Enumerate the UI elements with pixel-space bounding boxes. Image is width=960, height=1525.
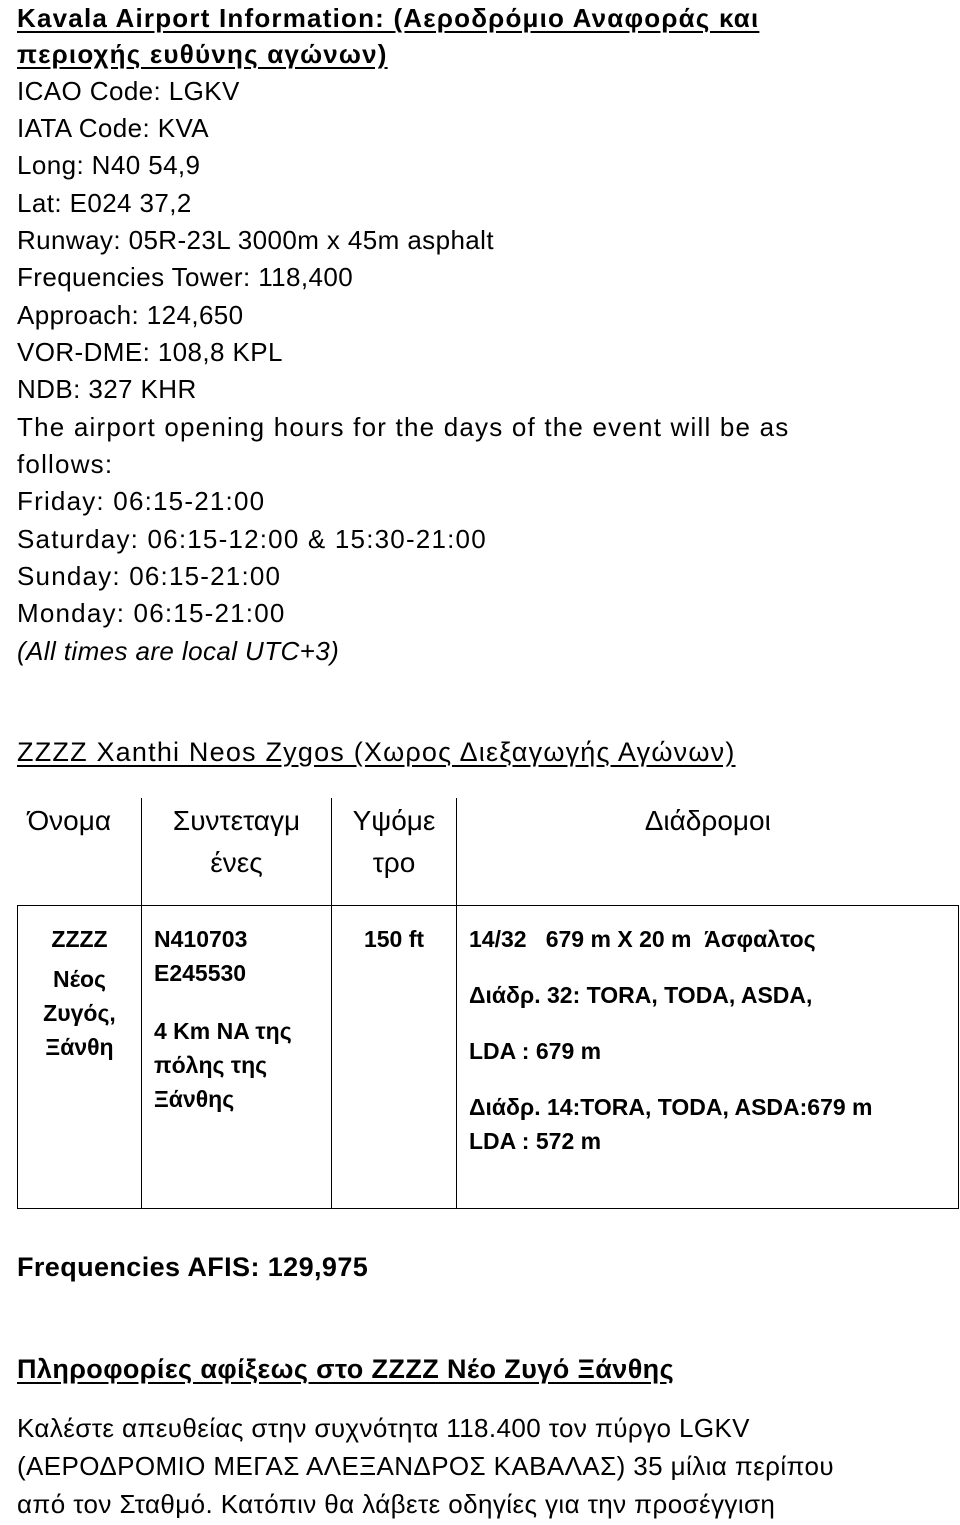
hours-monday: Monday: 06:15-21:00 (17, 598, 286, 628)
header-elevation (332, 798, 457, 906)
airport-title-line-1: Kavala Airport Information: (Αεροδρόμιο Αναφοράς και (17, 3, 760, 33)
afis-frequency: Frequencies AFIS: 129,975 (17, 1252, 369, 1282)
arrival-line-2: (ΑΕΡΟΔΡΟΜΙΟ ΜΕΓΑΣ ΑΛΕΞΑΝΔΡΟΣ ΚΑΒΑΛΑΣ) 35 μίλια περίπου (17, 1451, 834, 1481)
airport-title-line-2: περιοχής ευθύνης αγώνων) (17, 39, 388, 69)
coords-line-3: 4 Km NA της (154, 1018, 292, 1044)
runway-line-3: LDA : 679 m (469, 1038, 602, 1064)
cell-name (18, 906, 142, 1209)
runway-info: Runway: 05R-23L 3000m x 45m asphalt (17, 225, 494, 255)
name-line-3: Ζυγός, (43, 1000, 116, 1026)
name-line-4: Ξάνθη (45, 1034, 114, 1060)
longitude: Long: N40 54,9 (17, 150, 201, 180)
coords-line-5: Ξάνθης (154, 1086, 235, 1112)
opening-hours-intro-2: follows: (17, 449, 114, 479)
coords-line-1: N410703 (154, 926, 248, 952)
runway-line-2: Διάδρ. 32: TORA, TODA, ASDA, (469, 982, 813, 1008)
header-elevation-line-2: τρο (372, 847, 416, 878)
coords-line-4: πόλης της (154, 1052, 268, 1078)
table-header-row (18, 798, 959, 906)
cell-elevation (332, 906, 457, 1209)
runway-line-5: LDA : 572 m (469, 1128, 602, 1154)
icao-code: ICAO Code: LGKV (17, 76, 240, 106)
iata-code: IATA Code: KVA (17, 113, 210, 143)
tower-frequency: Frequencies Tower: 118,400 (17, 262, 354, 292)
hours-sunday: Sunday: 06:15-21:00 (17, 561, 282, 591)
opening-hours-intro-1: The airport opening hours for the days of the event will be as (17, 412, 790, 442)
approach-frequency: Approach: 124,650 (17, 300, 244, 330)
cell-runways (457, 906, 959, 1209)
header-elevation-line-1: Υψόμε (352, 805, 436, 836)
latitude: Lat: E024 37,2 (17, 188, 192, 218)
header-coordinates-line-1: Συντεταγμ (172, 805, 301, 836)
site-heading: ZZZZ Xanthi Neos Zygos (Χωρος Διεξαγωγής Αγώνων) (17, 737, 736, 767)
arrival-line-3: από τον Σταθμό. Κατόπιν θα λάβετε οδηγίες για την προσέγγιση (17, 1489, 776, 1519)
coords-line-2: E245530 (154, 960, 247, 986)
table-row (18, 906, 959, 1209)
header-coordinates (142, 798, 332, 906)
hours-friday: Friday: 06:15-21:00 (17, 486, 266, 516)
runway-line-4: Διάδρ. 14:TORA, TODA, ASDA:679 m (469, 1094, 873, 1120)
header-runways (457, 798, 959, 906)
utc-note: (All times are local UTC+3) (17, 636, 340, 666)
vor-dme: VOR-DME: 108,8 KPL (17, 337, 283, 367)
header-name (18, 798, 142, 906)
arrival-heading: Πληροφορίες αφίξεως στο ZZZZ Νέο Ζυγό Ξάνθης (17, 1354, 675, 1384)
header-name-text: Όνομα (27, 805, 112, 836)
elevation-value: 150 ft (363, 926, 425, 952)
hours-saturday: Saturday: 06:15-12:00 & 15:30-21:00 (17, 524, 487, 554)
name-line-2: Νέος (53, 966, 106, 992)
arrival-line-1: Καλέστε απευθείας στην συχνότητα 118.400 τον πύργο LGKV (17, 1413, 750, 1443)
runway-line-1: 14/32 679 m X 20 m Άσφαλτος (469, 926, 816, 952)
ndb: NDB: 327 KHR (17, 374, 197, 404)
header-runways-text: Διάδρομοι (644, 805, 771, 836)
name-line-1: ZZZZ (51, 926, 108, 952)
runway-table (17, 798, 959, 1209)
cell-coordinates (142, 906, 332, 1209)
header-coordinates-line-2: ένες (210, 847, 263, 878)
